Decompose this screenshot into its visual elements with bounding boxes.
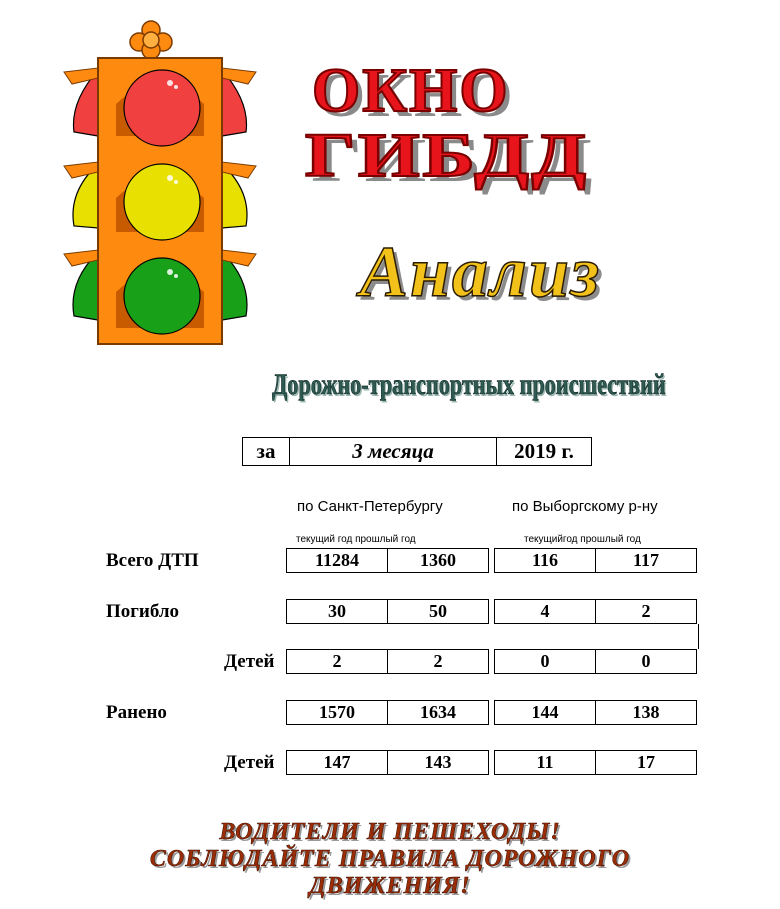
cell-vyborg-current: 11: [495, 751, 596, 774]
period-months: 3 месяца: [290, 438, 497, 465]
table-row: [494, 649, 697, 674]
slogan-line-3: ДВИЖЕНИЯ!: [309, 873, 471, 899]
period-year: 2019 г.: [514, 439, 574, 463]
cell-vyborg-previous: 0: [641, 651, 651, 671]
table-row: [286, 548, 489, 573]
subtitle-analiz: Анализ: [360, 232, 602, 312]
period-prefix: за: [243, 438, 290, 465]
cell-vyborg-previous: 117: [632, 550, 659, 570]
cell-spb-current: 11284: [287, 549, 388, 572]
region-vyborg: по Выборгскому р-ну: [512, 498, 658, 515]
cell-spb-current: 30: [287, 600, 388, 623]
cell-spb-previous: 1634: [420, 702, 456, 722]
traffic-light-icon: [60, 12, 260, 348]
cell-spb-current: 1570: [287, 701, 388, 724]
slogan-line-2: СОБЛЮДАЙТЕ ПРАВИЛА ДОРОЖНОГО: [149, 846, 631, 872]
cell-spb-current: 147: [287, 751, 388, 774]
table-divider: [698, 624, 699, 649]
title-okno: ОКНО: [312, 57, 510, 125]
cell-vyborg-current: 0: [495, 650, 596, 673]
cell-spb-previous: 2: [433, 651, 443, 671]
table-row: [286, 750, 489, 775]
cell-vyborg-current: 4: [495, 600, 596, 623]
row-label-killed: Погибло: [106, 601, 180, 622]
cell-spb-current: 2: [287, 650, 388, 673]
topic-heading: Дорожно-транспортных происшествий: [272, 368, 666, 401]
cell-spb-previous: 143: [424, 752, 452, 772]
row-label-children-killed: Детей: [224, 651, 275, 672]
period-box: [242, 437, 592, 466]
row-label-total: Всего ДТП: [106, 550, 199, 571]
cell-vyborg-previous: 2: [641, 601, 651, 621]
table-row: [494, 750, 697, 775]
cell-vyborg-current: 144: [495, 701, 596, 724]
table-row: [494, 599, 697, 624]
row-label-injured: Ранено: [106, 702, 167, 723]
cell-spb-previous: 1360: [420, 550, 456, 570]
columns-vyborg: текущийгод прошлый год: [524, 534, 641, 545]
cell-vyborg-current: 116: [495, 549, 596, 572]
table-row: [286, 700, 489, 725]
cell-vyborg-previous: 17: [637, 752, 655, 772]
region-spb: по Санкт-Петербургу: [297, 498, 443, 515]
cell-spb-previous: 50: [429, 601, 447, 621]
columns-spb: текущий год прошлый год: [296, 534, 416, 545]
table-row: [286, 599, 489, 624]
table-row: [494, 548, 697, 573]
table-row: [286, 649, 489, 674]
slogan-line-1: ВОДИТЕЛИ И ПЕШЕХОДЫ!: [219, 819, 561, 845]
row-label-children-injured: Детей: [224, 752, 275, 773]
title-gibdd: ГИБДД: [305, 122, 589, 190]
cell-vyborg-previous: 138: [632, 702, 660, 722]
table-row: [494, 700, 697, 725]
